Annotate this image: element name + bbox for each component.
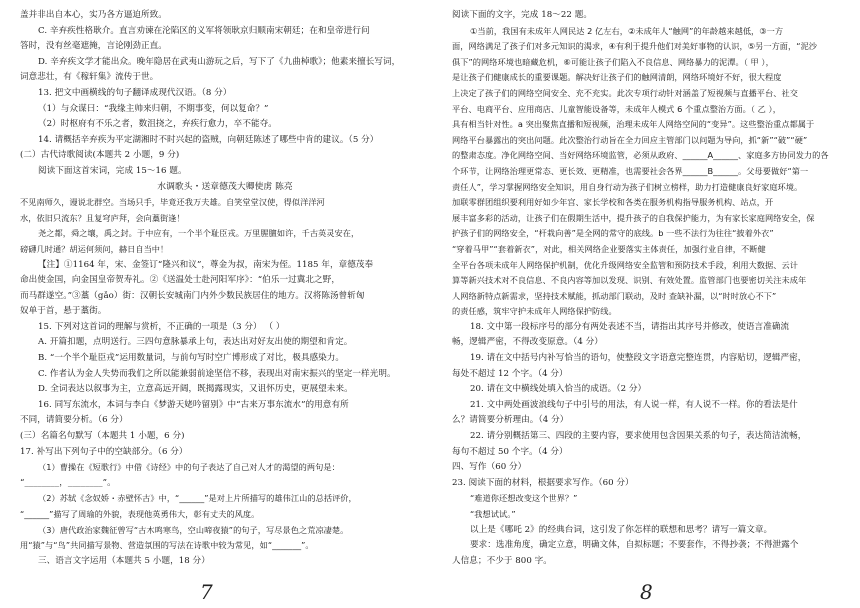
text-line: 不同，请简要分析。（6 分） xyxy=(20,415,128,426)
text-line: 面，网络满足了孩子们对多元知识的渴求，④有利于提升他们对美好事物的认识，⑤另一方面，“泥沙 xyxy=(452,41,818,52)
text-line: 20. 请在文中横线处填入恰当的成语。（2 分） xyxy=(470,384,647,395)
text-line: 尧之都，舜之壤，禹之封。于中应有，一个半个耻臣戎。万里腥膻如许，千古英灵安在， xyxy=(38,228,360,239)
text-line: 个环节，让网络治理更常态、更长效、更精准，也需要社会各界______B______。父母要做好“第一 xyxy=(452,165,809,176)
text-line: （3）唐代政治家魏征曾写“古木鸣寒鸟，空山啼夜猿”的句子，写尽景色之荒凉凄楚。 xyxy=(38,524,349,535)
text-line: D. 辛弃疾文学才能出众。晚年隐居在武夷山游玩之后，写下了《九曲棹歌》；他素来擅长写词， xyxy=(38,56,401,67)
text-line: “难道你还想改变这个世界？” xyxy=(470,493,578,504)
text-line: 护孩子们的网络安全，“杆栽向善”是全网的常守的底线。b 一些不法行为往往“披着外衣” xyxy=(452,228,774,239)
text-line: 畅，逻辑严密，不得改变原意。（4 分） xyxy=(452,337,603,348)
text-line: 是让孩子们健康成长的重要课题。解决好让孩子们的触网清朗，网络环境好不好，很大程度 xyxy=(452,72,782,83)
text-line: “穿着马甲”“套着新衣”，对此，相关网络企业要落实主体责任，加强行业自律，不断健 xyxy=(452,243,766,254)
text-line: （2）时枢府有不乐之者，数沮挠之，弃疾行愈力，卒不能夺。 xyxy=(38,119,277,130)
text-line: A. 开篇扣题，点明送行。三四句意脉暴承上句，表达出对好友出使的期望和肯定。 xyxy=(38,337,353,348)
text-line: 13. 把文中画横线的句子翻译成现代汉语。（8 分） xyxy=(38,87,232,98)
text-line: 22. 请分别概括第三、四段的主要内容，要求使用包含因果关系的句子，表达简洁流畅， xyxy=(470,431,807,442)
text-line: 盖并非出自本心，实乃各方逼迫所致。 xyxy=(20,10,167,20)
text-line: 阅读下面的文字，完成 18～22 题。 xyxy=(452,10,593,20)
text-line: 阅读下面这首宋词，完成 15～16 题。 xyxy=(38,165,187,176)
text-line: （1）与众谋曰：“我缘主帅来归朝，不期事变，何以复命？” xyxy=(38,103,269,114)
text-line: 三、语言文字运用（本题共 5 小题，18 分） xyxy=(38,555,210,566)
text-line: C. 作者认为金人失势而我们之所以能兼弱前途坚信不移，表现出对南宋振兴的坚定一样光明。 xyxy=(38,368,396,379)
text-line: 答时，没有丝毫遮掩，言论刚劲正直。 xyxy=(20,41,167,52)
text-line: 【注】①1164 年，宋、金签订“隆兴和议”，尊金为叔，南宋为侄。1185 年，章德茂奉 xyxy=(38,259,374,270)
text-line: “______”描写了周瑜的外貌，表现他英勇伟大，彰有丈夫的风度。 xyxy=(20,509,260,519)
text-line: 磅礴几时通？胡运何须问，赫日自当中！ xyxy=(20,243,169,254)
text-line: “我想试试。” xyxy=(470,509,516,519)
text-line: 每句不超过 50 个字。（4 分） xyxy=(452,446,568,457)
text-line: 23. 阅读下面的材料，根据要求写作。（60 分） xyxy=(452,477,634,488)
text-line: （1）曹操在《短歌行》中借《诗经》中的句子表达了自己对人才的渴望的两句是： xyxy=(38,462,340,473)
text-line: 词意悲壮，有《稼轩集》流传于世。 xyxy=(20,72,159,83)
text-line: 水，依旧只流东？且复穹庐拜，会向藁街逢！ xyxy=(20,212,185,223)
text-line: 不见南师久，谩说北群空。当场只手，毕竟还我万夫雄。自笑堂堂汉使，得似洋洋河 xyxy=(20,197,325,208)
right-page-text xyxy=(452,8,848,569)
page-number-right: 8 xyxy=(640,580,653,604)
text-line: 人信息；不少于 800 字。 xyxy=(452,555,552,566)
text-line: 俱下”的网络环境也暗藏危机，⑥可能让孩子们陷入不良信息、网络暴力的泥潭。（ 甲 ）， xyxy=(452,56,774,67)
text-line: 平台、电商平台、应用商店、儿童智能设备等，未成年人模式 6 个重点整治方面。（ 乙 ）， xyxy=(452,103,781,114)
left-page-text xyxy=(20,8,430,569)
text-line: 命出使金国，向金国皇帝贺寿礼。②《送温处士赴河阳军序》：“伯乐一过冀北之野， xyxy=(20,275,340,286)
text-line: 奴单于首，悬于藁街。 xyxy=(20,306,107,317)
text-line: 全平台各项未成年人网络保护机制，优化升级网络安全监管和预防技术手段，利用大数据、云计 xyxy=(452,259,798,270)
text-line: 算等新兴技术对不良信息、不良内容等加以发现、识别、有效处置。监管部门也要密切关注未成年 xyxy=(452,275,807,286)
text-line: 加联零群团组织要利用好如少年宫、家长学校和各类在服务机构指导服务机构、站点，开 xyxy=(452,197,774,208)
text-line: (二）古代诗歌阅读(本题共 2 小题，9 分) xyxy=(20,150,180,161)
text-line: “________，________”。 xyxy=(20,477,116,488)
text-line: 21. 文中两处画波浪线句子中引号的用法，有人说一样，有人说不一样。你的看法是什 xyxy=(470,399,798,410)
text-line: 的整肃态度。净化网络空间、当好网络环境监管，必须从政府、______A______、家庭多方协同发力的各 xyxy=(452,150,829,161)
text-line: 的责任感，筑牢守护未成年人网络保护防线。 xyxy=(452,306,617,317)
text-line: 用“猿”与“鸟”共同描写景物、营造氛围的写法在诗歌中较为常见，如“_______”。 xyxy=(20,540,314,551)
exam-page-right xyxy=(430,0,860,608)
text-line: C. 辛弃疾性格耿介。直言劝谏在沦陷区的义军将领耿京归顺南宋朝廷；在和皇帝进行问 xyxy=(38,25,370,36)
text-line: D. 全词表达以叙事为主，立意高远开阔，既揭露现实，又诅怀历史，更展望未来。 xyxy=(38,384,353,395)
text-line: 15. 下列对这首词的理解与赏析，不正确的一项是（3 分） （ ） xyxy=(38,321,285,332)
text-line: 要求：选准角度，确定立意，明确文体，自拟标题；不要套作，不得抄袭；不得泄露个 xyxy=(470,540,799,551)
text-line: 以上是《哪吒 2》的经典台词，这引发了你怎样的联想和思考？请写一篇文章。 xyxy=(470,524,773,535)
text-line: 水调歌头・送章德茂大卿使虏 陈亮 xyxy=(157,181,293,192)
text-line: 16. 同写东流水，本词与李白《梦游天姥吟留别》中“古来万事东流水”的用意有所 xyxy=(38,399,349,410)
text-line: 而马群遂空。”③藁（gǎo）街：汉朝长安城南门内外少数民族居住的地方。汉将陈汤曾斩匈 xyxy=(20,290,365,301)
text-line: 18. 文中第一段标序号的部分有两处表述不当，请指出其序号并修改，使语言准确流 xyxy=(470,321,790,332)
text-line: 上决定了孩子们的网络空间安全、充不充实。此次专项行动针对涵盖了短视频与直播平台、社交 xyxy=(452,87,798,98)
text-line: 14. 请概括辛弃疾为平定湖湘时不时兴起的盗贼，向朝廷陈述了哪些中肯的建议。（5 分） xyxy=(38,134,379,145)
text-line: （2）苏轼《念奴娇・赤壁怀古》中，“______”是对上片所描写的雄伟江山的总括评价， xyxy=(38,493,357,504)
text-line: 展丰富多彩的活动，让孩子们在假期生活中，提升孩子的自我保护能力，为有家长家庭网络安全，保 xyxy=(452,212,815,223)
text-line: B. “一个半个耻臣戎”运用数量词，与前句写时空广博形成了对比，极具感染力。 xyxy=(38,353,345,364)
text-line: 具有相当针对性。a 突出聚焦直播和短视频，治理未成年人网络空间的“变异”。这些整治重点都属于 xyxy=(452,119,815,130)
text-line: ①当前，我国有未成年人网民达 2 亿左右，②未成年人“触网”的年龄越来越低，③一方 xyxy=(470,25,784,36)
text-line: 责任人”，学习掌握网络安全知识，用自身行动为孩子们树立榜样，助力打造健康良好家庭环境。 xyxy=(452,181,803,192)
text-line: 四、写作（60 分） xyxy=(452,462,527,473)
text-line: 17. 补写出下列句子中的空缺部分。（6 分） xyxy=(20,446,188,457)
text-line: 么？请简要分析理由。（4 分） xyxy=(452,415,569,426)
page-number-left: 7 xyxy=(200,580,213,604)
text-line: 人网络新特点新需求，坚持技术赋能，抓动部门联动，及时 查缺补漏，以“时时放心不下” xyxy=(452,290,777,301)
text-line: 19. 请在文中括号内补写恰当的语句，使整段文字语意完整连贯，内容贴切，逻辑严密， xyxy=(470,353,807,364)
text-line: (三）名篇名句默写（本题共 1 小题，6 分) xyxy=(20,431,185,442)
text-line: 每处不超过 12 个字。（4 分） xyxy=(452,368,568,379)
text-line: 网络平台暴露出的突出问题。此次整治行动旨在全力回应主管部门以问题为导向，抓“新”“破”“硬” xyxy=(452,134,808,145)
